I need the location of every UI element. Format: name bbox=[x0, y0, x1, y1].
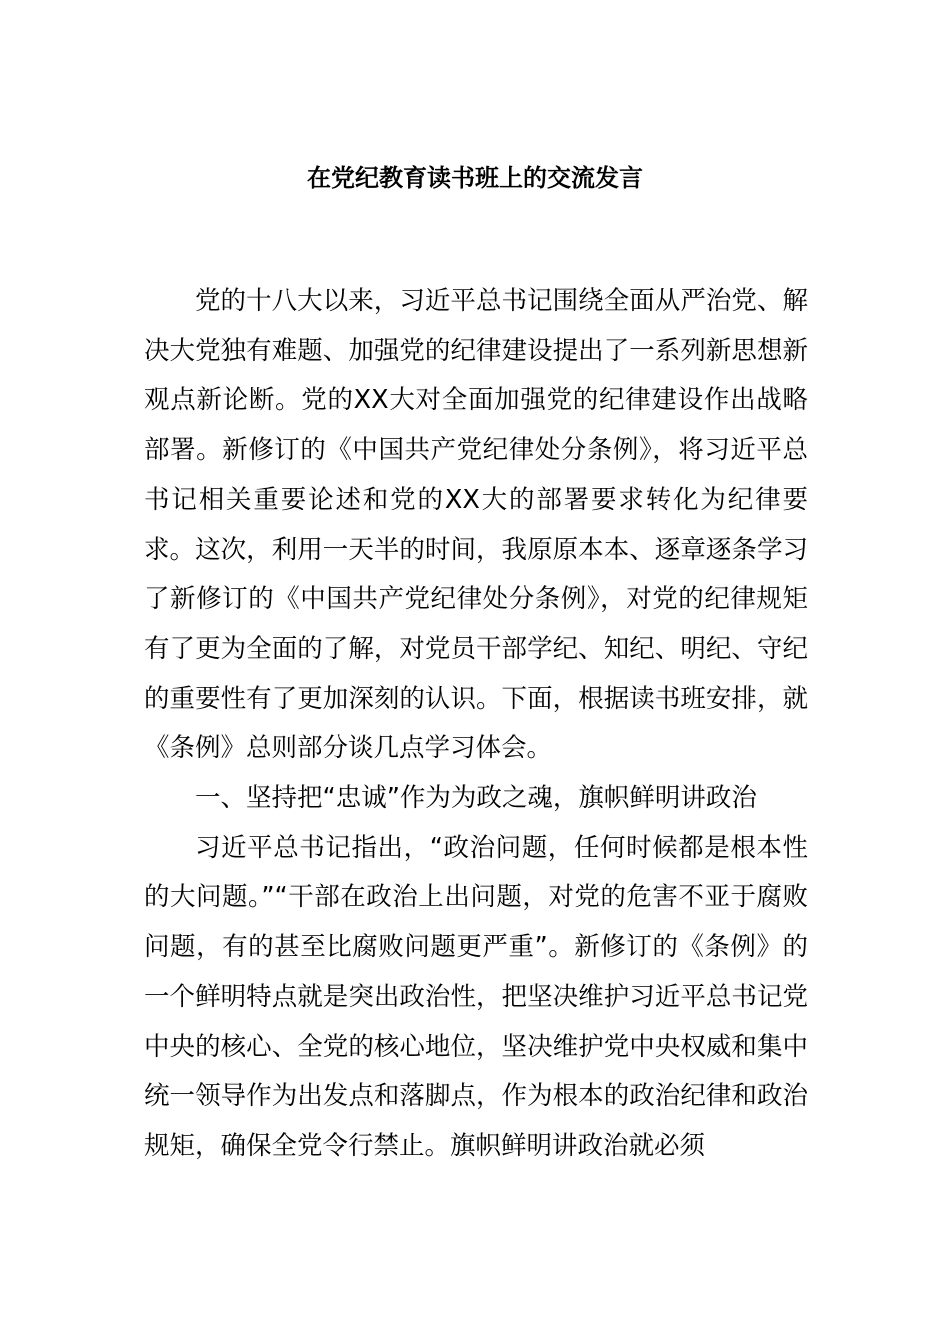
document-body bbox=[144, 277, 808, 1172]
section-heading-1: 一、坚持把“忠诚”作为为政之魂，旗帜鲜明讲政治 bbox=[195, 783, 757, 814]
document-title: 在党纪教育读书班上的交流发言 bbox=[307, 164, 643, 192]
paragraph-intro: 党的十八大以来，习近平总书记围绕全面从严治党、解决大党独有难题、加强党的纪律建设提出了一系列新思想新观点新论断。党的XX大对全面加强党的纪律建设作出战略部署。新修订的《中国共产党纪律处分条例》，将习近平总书记相关重要论述和党的XX大的部署要求转化为纪律要求。这次，利用一天半的时间，我原原本本、逐章逐条学习了新修订的《中国共产党纪律处分条例》，对党的纪律规矩有了更为全面的了解，对党员干部学纪、知纪、明纪、守纪的重要性有了更加深刻的认识。下面，根据读书班安排，就《条例》总则部分谈几点学习体会。 bbox=[144, 286, 808, 764]
paragraph-section-1: 习近平总书记指出，“政治问题，任何时候都是根本性的大问题。”“干部在政治上出问题，对党的危害不亚于腐败问题，有的甚至比腐败问题更严重”。新修订的《条例》的一个鲜明特点就是突出政治性，把坚决维护习近平总书记党中央的核心、全党的核心地位，坚决维护党中央权威和集中统一领导作为出发点和落脚点，作为根本的政治纪律和政治规矩，确保全党令行禁止。旗帜鲜明讲政治就必须 bbox=[144, 832, 808, 1161]
